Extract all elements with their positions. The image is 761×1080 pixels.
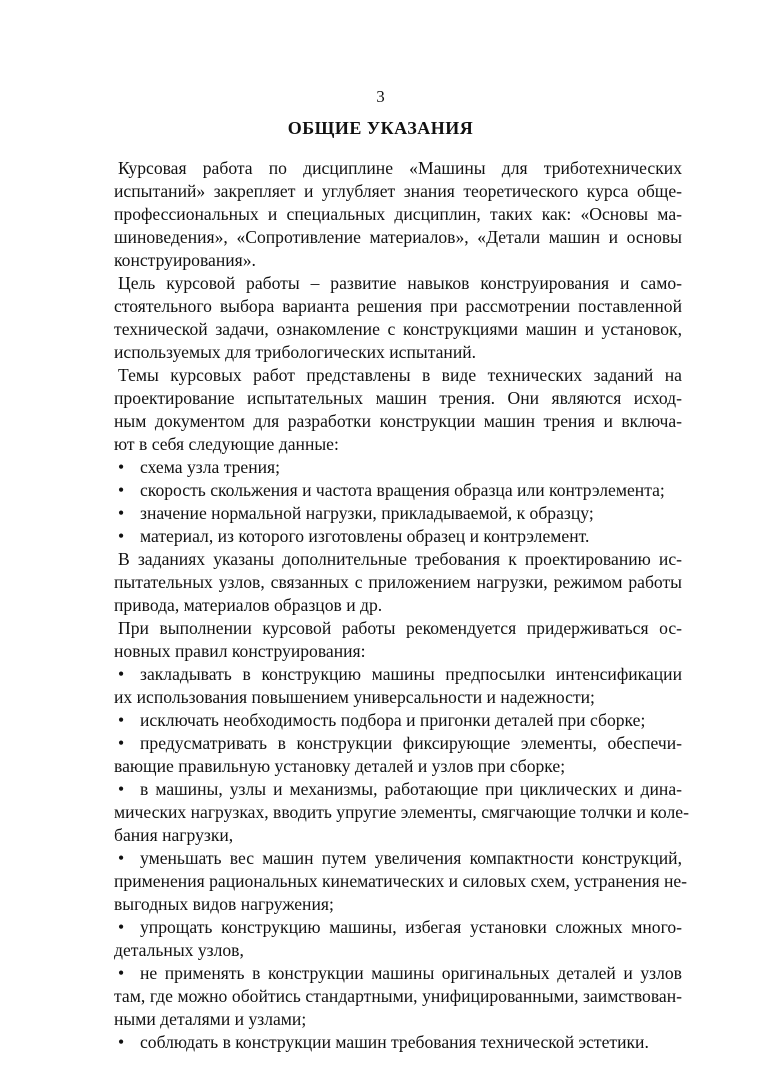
list-item	[118, 456, 682, 479]
list-item-text: в машины, узлы и механизмы, работающие при циклических и дина-	[140, 779, 682, 799]
text-line: бания нагрузки,	[114, 825, 234, 845]
text-line: привода, материалов образцов и др.	[114, 595, 383, 615]
bullet-icon: •	[118, 526, 125, 546]
text-line: стоятельного выбора варианта решения при рассмотрении поставленной	[114, 296, 682, 316]
list-item-text: материал, из которого изготовлены образец и контрэлемент.	[140, 526, 590, 546]
text-line: шиноведения», «Сопротивление материалов», «Детали машин и основы	[114, 227, 682, 247]
list-item	[118, 732, 682, 755]
bullet-icon: •	[118, 710, 125, 730]
list-item-text: соблюдать в конструкции машин требования технической эстетики.	[140, 1032, 649, 1052]
list-item-text: уменьшать вес машин путем увеличения компактности конструкций,	[140, 848, 682, 868]
text-line: Темы курсовых работ представлены в виде технических заданий на	[118, 365, 682, 385]
list-item	[118, 962, 682, 985]
text-line: вающие правильную установку деталей и узлов при сборке;	[114, 756, 566, 776]
text-line: новных правил конструирования:	[114, 641, 366, 661]
bullet-icon: •	[118, 664, 125, 684]
bullet-icon: •	[118, 963, 125, 983]
bullet-icon: •	[118, 503, 125, 523]
text-line: проектирование испытательных машин трения. Они являются исход-	[114, 388, 682, 408]
section-title: ОБЩИЕ УКАЗАНИЯ	[287, 118, 474, 138]
list-item	[118, 778, 682, 801]
list-item-text: упрощать конструкцию машины, избегая установки сложных много-	[140, 917, 682, 937]
list-item	[118, 502, 682, 525]
list-item	[118, 479, 682, 502]
list-item	[118, 916, 682, 939]
text-line: испытаний» закрепляет и углубляет знания теоретического курса обще-	[114, 181, 682, 201]
list-item-text: предусматривать в конструкции фиксирующие элементы, обеспечи-	[140, 733, 682, 753]
list-item	[118, 847, 682, 870]
text-line: При выполнении курсовой работы рекомендуется придерживаться ос-	[118, 618, 682, 638]
text-line: ют в себя следующие данные:	[114, 434, 339, 454]
text-line: В заданиях указаны дополнительные требования к проектированию ис-	[118, 549, 682, 569]
bullet-icon: •	[118, 779, 125, 799]
list-item-text: исключать необходимость подбора и пригонки деталей при сборке;	[140, 710, 646, 730]
bullet-icon: •	[118, 1032, 125, 1052]
bullet-icon: •	[118, 848, 125, 868]
list-item-text: значение нормальной нагрузки, прикладываемой, к образцу;	[140, 503, 594, 523]
text-line: применения рациональных кинематических и силовых схем, устранения не-	[114, 871, 688, 891]
page-number: 3	[376, 87, 385, 106]
text-line: Цель курсовой работы – развитие навыков конструирования и само-	[118, 273, 682, 293]
bullet-icon: •	[118, 733, 125, 753]
bullet-icon: •	[118, 917, 125, 937]
text-line: их использования повышением универсальности и надежности;	[114, 687, 595, 707]
list-item	[118, 709, 682, 732]
text-line: там, где можно обойтись стандартными, унифицированными, заимствован-	[114, 986, 682, 1006]
list-item	[118, 663, 682, 686]
bullet-icon: •	[118, 457, 125, 477]
text-line: выгодных видов нагружения;	[114, 894, 334, 914]
text-line: профессиональных и специальных дисциплин, таких как: «Основы ма-	[114, 204, 682, 224]
text-line: детальных узлов,	[114, 940, 244, 960]
list-item-text: закладывать в конструкцию машины предпосылки интенсификации	[140, 664, 682, 684]
text-line: мических нагрузках, вводить упругие элементы, смягчающие толчки и коле-	[114, 802, 689, 822]
list-item	[118, 525, 682, 548]
list-item-text: схема узла трения;	[140, 457, 281, 477]
bullet-icon: •	[118, 480, 125, 500]
text-line: ными деталями и узлами;	[114, 1009, 307, 1029]
text-line: пытательных узлов, связанных с приложением нагрузки, режимом работы	[114, 572, 682, 592]
list-item-text: не применять в конструкции машины оригинальных деталей и узлов	[140, 963, 682, 983]
list-item	[118, 1031, 682, 1054]
text-line: конструирования».	[114, 250, 256, 270]
text-line: Курсовая работа по дисциплине «Машины для триботехнических	[118, 158, 682, 178]
text-line: ным документом для разработки конструкции машин трения и включа-	[114, 411, 682, 431]
text-line: технической задачи, ознакомление с конструкциями машин и установок,	[114, 319, 682, 339]
text-line: используемых для трибологических испытаний.	[114, 342, 477, 362]
list-item-text: скорость скольжения и частота вращения образца или контрэлемента;	[140, 480, 665, 500]
